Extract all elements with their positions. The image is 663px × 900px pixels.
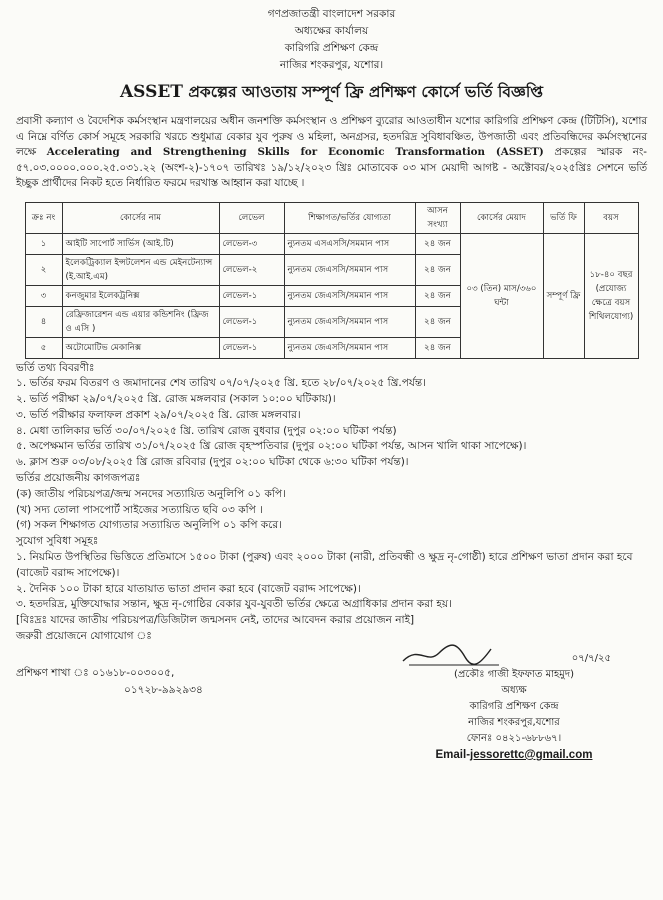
cell-level: লেভেল-২: [219, 254, 284, 285]
intro-part-2: প্রকল্পের স্মারক নং- ৫৭.০৩.০০০০.০০০.২৫.০৩১.২২ (অংশ-২)-১৭০৭ তারিখঃ ১৯/১২/২০২৩ খ্রিঃ মোতাবেক ০৩ মাস মেয়াদী আগষ্ট - অক্টোবর/২০২৫খ্রিঃ সেশনে ভর্তি ইচ্ছুক প্রার্থীদের নিকট হতে নির্ধারিত ফরমে দরখাস্ত আহ্বান করা যাচ্ছে ।: [16, 146, 647, 189]
benefits-section: [16, 534, 649, 645]
contact-phone-1: প্রশিক্ষণ শাখা ঃ ০১৬১৮-০০৩০০৫,: [16, 666, 175, 679]
cell-serial: ৩: [25, 285, 62, 306]
center-address: নাজির শংকরপুর, যশোর।: [279, 59, 384, 71]
col-course-name: কোর্সের নাম: [62, 202, 219, 233]
cell-serial: ৪: [25, 306, 62, 337]
list-item: (গ) সকল শিক্ষাগত যোগ্যতার সত্যায়িত অনুলিপি ০১ কপি করে।: [16, 519, 282, 532]
list-item: ৫. অপেক্ষমান ভর্তির তারিখ ৩১/০৭/২০২৫ খ্রি রোজ বৃহস্পতিবার (দুপুর ০২:০০ ঘটিকা পর্যন্ত, আসন খালি থাকা সাপেক্ষে)।: [16, 440, 527, 453]
signatory-name: (প্রকৌঃ গাজী ইফফাত মাহমুদ): [453, 668, 574, 680]
email-label: Email-: [435, 748, 471, 761]
signature-date: ০৭/৭/২৫: [571, 652, 611, 664]
title-project-code: ASSET: [119, 82, 183, 102]
list-item: ৩. হতদরিদ্র, মুক্তিযোদ্ধার সন্তান, ক্ষুদ্র নৃ-গোষ্ঠির বেকার যুব-যুবতী ভর্তির ক্ষেত্রে অগ্রাধিকার প্রদান করা হয়।: [16, 598, 452, 611]
footer-area: [14, 651, 649, 777]
office-header: [14, 6, 649, 74]
govt-name: গণপ্রজাতন্ত্রী বাংলাদেশ সরকার: [267, 8, 396, 20]
cell-qualification: ন্যুনতম জেএসসি/সমমান পাস: [284, 254, 415, 285]
cell-course-name: অটোমোটিভ মেকানিক্স: [62, 337, 219, 358]
email-address[interactable]: jessorettc@gmail.com: [470, 748, 593, 761]
course-table: [25, 202, 639, 359]
col-seats: আসন সংখ্যা: [415, 202, 460, 233]
list-item: (খ) সদ্য তোলা পাসপোর্ট সাইজের সত্যায়িত ছবি ০৩ কপি ।: [16, 503, 263, 516]
contact-block: [16, 651, 203, 699]
cell-level: লেভেল-১: [219, 337, 284, 358]
cell-seats: ২৪ জন: [415, 306, 460, 337]
table-row: [25, 233, 638, 254]
cell-qualification: ন্যুনতম এসএসসি/সমমান পাস: [284, 233, 415, 254]
list-item: (ক) জাতীয় পরিচয়পত্র/জন্ম সনদের সত্যায়িত অনুলিপি ০১ কপি।: [16, 487, 286, 500]
documents-section: [16, 471, 649, 534]
notice-title: [14, 80, 649, 106]
contact-heading: জরুরী প্রয়োজনে যোগাযোগ ঃ: [16, 630, 152, 643]
cell-fee: সম্পূর্ণ ফ্রি: [543, 233, 584, 358]
cell-seats: ২৪ জন: [415, 254, 460, 285]
col-fee: ভর্তি ফি: [543, 202, 584, 233]
intro-part-1: প্রবাসী কল্যাণ ও বৈদেশিক কর্মসংস্থান মন্ত্রণালয়ের অধীন জনশক্তি কর্মসংস্থান ও প্রশিক্ষণ ব্যুরোর আওতাধীন যশোর কারিগরি প্রশিক্ষণ কেন্দ্র (টিটিসি), যশোর এ নিম্নে বর্ণিত কোর্স সমূহে সরকারি খরচে শুধুমাত্র বেকার যুব পুরুষ ও মহিলা, অনগ্রসর, হতদরিদ্র সুবিধাবঞ্চিত, উপজাতী এবং প্রতিবন্ধিদের কর্মসংস্থানের লক্ষে: [16, 115, 647, 158]
cell-qualification: ন্যুনতম জেএসসি/সমমান পাস: [284, 285, 415, 306]
col-serial: ক্রঃ নং: [25, 202, 62, 233]
col-level: লেভেল: [219, 202, 284, 233]
list-item: ৬. ক্লাস শুরু ০৩/০৮/২০২৫ খ্রি রোজ রবিবার (দুপুর ০২:০০ ঘটিকা থেকে ৬:৩০ ঘটিকা পর্যন্ত)।: [16, 456, 409, 469]
center-name: কারিগরি প্রশিক্ষণ কেন্দ্র: [284, 42, 379, 54]
cell-level: লেভেল-৩: [219, 233, 284, 254]
cell-course-name: রেফ্রিজারেশন এন্ড এয়ার কন্ডিশনিং (ফ্রিজ ও এসি ): [62, 306, 219, 337]
cell-level: লেভেল-১: [219, 285, 284, 306]
cell-age: ১৮-৪০ বছর (প্রযোজ্য ক্ষেত্রে বয়স শিথিলযোগ্য): [584, 233, 638, 358]
benefits-heading: সুযোগ সুবিধা সমূহঃ: [16, 535, 99, 548]
col-age: বয়স: [584, 202, 638, 233]
cell-qualification: ন্যুনতম জেএসসি/সমমান পাস: [284, 306, 415, 337]
cell-course-name: কনজুমার ইলেকট্রনিক্স: [62, 285, 219, 306]
cell-serial: ২: [25, 254, 62, 285]
intro-paragraph: [16, 114, 647, 192]
cell-level: লেভেল-১: [219, 306, 284, 337]
cell-course-name: ইলেকট্রিক্যাল ইন্সটলেশন এন্ড মেইনটেন্যান্স (ই.আই.এম): [62, 254, 219, 285]
office-name: অধ্যক্ষের কার্যালয়: [294, 25, 369, 37]
signature-block: [399, 651, 629, 763]
special-note: [বিঃদ্রঃ যাদের জাতীয় পরিচয়পত্র/ডিজিটাল জন্মসনদ নেই, তাদের আবেদন করার প্রয়োজন নাই]: [16, 614, 415, 627]
documents-heading: ভর্তির প্রয়োজনীয় কাগজপত্রঃ: [16, 472, 141, 485]
contact-phone-2: ০১৭২৮-৯৯২৯৩৪: [124, 683, 203, 696]
signature-scribble: [399, 639, 519, 667]
cell-serial: ৫: [25, 337, 62, 358]
cell-qualification: ন্যুনতম জেএসসি/সমমান পাস: [284, 337, 415, 358]
col-duration: কোর্সের মেয়াদ: [460, 202, 543, 233]
list-item: ৩. ভর্তি পরীক্ষার ফলাফল প্রকাশ ২৯/০৭/২০২৫ খ্রি. রোজ মঙ্গলবার।: [16, 408, 301, 421]
cell-seats: ২৪ জন: [415, 285, 460, 306]
intro-project-name: Accelerating and Strengthening Skills for Economic Transformation (ASSET): [46, 146, 544, 158]
list-item: ৪. মেধা তালিকার ভর্তি ৩০/০৭/২০২৫ খ্রি. তারিখ রোজ বুধবার (দুপুর ০২:০০ ঘটিকা পর্যন্ত): [16, 424, 397, 437]
signatory-address: নাজির শংকরপুর,যশোর: [468, 716, 560, 728]
cell-duration: ০৩ (তিন) মাস/৩৬০ ঘন্টা: [460, 233, 543, 358]
cell-serial: ১: [25, 233, 62, 254]
signatory-office: কারিগরি প্রশিক্ষণ কেন্দ্র: [469, 700, 559, 712]
list-item: ২. দৈনিক ১০০ টাকা হারে যাতায়াত ভাতা প্রদান করা হবে (বাজেট বরাদ্দ সাপেক্ষে)।: [16, 582, 361, 595]
list-item: ১. ভর্তির ফরম বিতরণ ও জমাদানের শেষ তারিখ ০৭/০৭/২০২৫ খ্রি. হতে ২৮/০৭/২০২৫ খ্রি.পর্যন্ত।: [16, 377, 426, 390]
signatory-designation: অধ্যক্ষ: [501, 684, 527, 696]
list-item: ১. নিয়মিত উপস্থিতির ভিত্তিতে প্রতিমাসে ১৫০০ টাকা (পুরুষ) এবং ২০০০ টাকা (নারী, প্রতিবন্ধী ও ক্ষুদ্র নৃ-গোষ্ঠী) হারে প্রশিক্ষণ ভাতা প্রদান করা হবে (বাজেট বরাদ্দ সাপেক্ষে)।: [16, 551, 633, 579]
cell-seats: ২৪ জন: [415, 337, 460, 358]
admission-info-heading: ভর্তি তথ্য বিবরণীঃ: [16, 361, 95, 374]
cell-course-name: আইটি সাপোর্ট সার্ভিস (আই.টি): [62, 233, 219, 254]
email-line: [399, 747, 629, 763]
col-qualification: শিক্ষাগত/ভর্তির যোগ্যতা: [284, 202, 415, 233]
title-text: প্রকল্পের আওতায় সম্পূর্ণ ফ্রি প্রশিক্ষণ কোর্সে ভর্তি বিজ্ঞপ্তি: [182, 83, 543, 101]
admission-info-section: [16, 361, 649, 472]
cell-seats: ২৪ জন: [415, 233, 460, 254]
signatory-phone: ফোনঃ ০৪২১-৬৮৮৬৭।: [466, 732, 562, 744]
table-header-row: [25, 202, 638, 233]
list-item: ২. ভর্তি পরীক্ষা ২৯/০৭/২০২৫ খ্রি. রোজ মঙ্গলবার (সকাল ১০:০০ ঘটিকায়)।: [16, 393, 336, 406]
